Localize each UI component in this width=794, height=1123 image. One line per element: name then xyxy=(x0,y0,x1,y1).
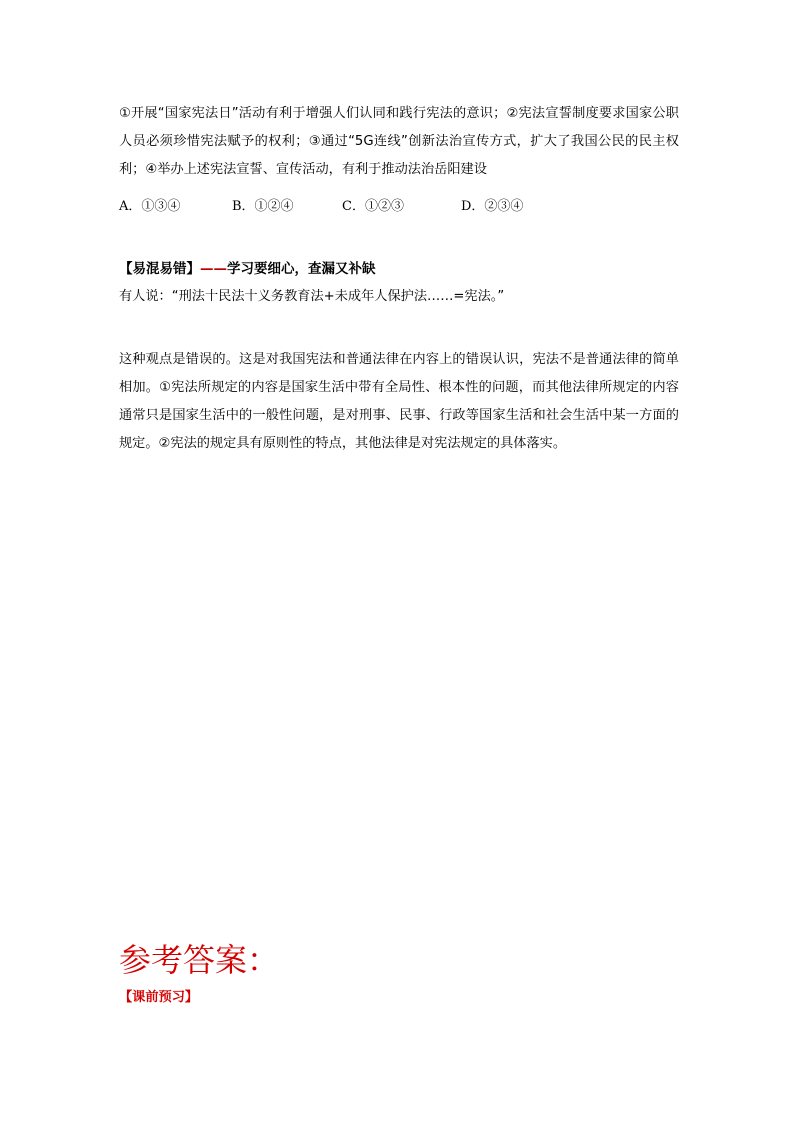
answers-title: 参考答案： xyxy=(119,941,280,979)
answer-options xyxy=(119,196,679,218)
heading-text: 学习要细心，查漏又补缺 xyxy=(227,261,376,277)
heading-dash: —— xyxy=(200,261,227,277)
quoted-statement: 有人说：“刑法十民法十义务教育法+未成年人保护法……=宪法。” xyxy=(119,289,505,304)
explanation-paragraph: 这种观点是错误的。这是对我国宪法和普通法律在内容上的错误认识，宪法不是普通法律的简单相加。①宪法所规定的内容是国家生活中带有全局性、根本性的问题，而其他法律所规定的内容通常只是国家生活中的一般性问题，是对刑事、民事、行政等国家生活和社会生活中某一方面的规定。②宪法的规定具有原则性的特点，其他法律是对宪法规定的具体落实。 xyxy=(119,352,679,451)
question-statement: ①开展“国家宪法日”活动有利于增强人们认同和践行宪法的意识；②宪法宣誓制度要求国家公职人员必须珍惜宪法赋予的权利；③通过“5G连线”创新法治宣传方式，扩大了我国公民的民主权利；④举办上述宪法宣誓、宣传活动，有利于推动法治岳阳建设 xyxy=(119,106,679,177)
option-c: C．①②③ xyxy=(342,199,404,214)
option-a: A．①③④ xyxy=(119,199,181,214)
option-d: D．②③④ xyxy=(461,199,524,214)
heading-bracket: 【易混易错】 xyxy=(119,261,200,277)
option-b: B．①②④ xyxy=(232,199,294,214)
answers-subheading: 【课前预习】 xyxy=(119,990,199,1005)
section-heading xyxy=(119,258,376,280)
